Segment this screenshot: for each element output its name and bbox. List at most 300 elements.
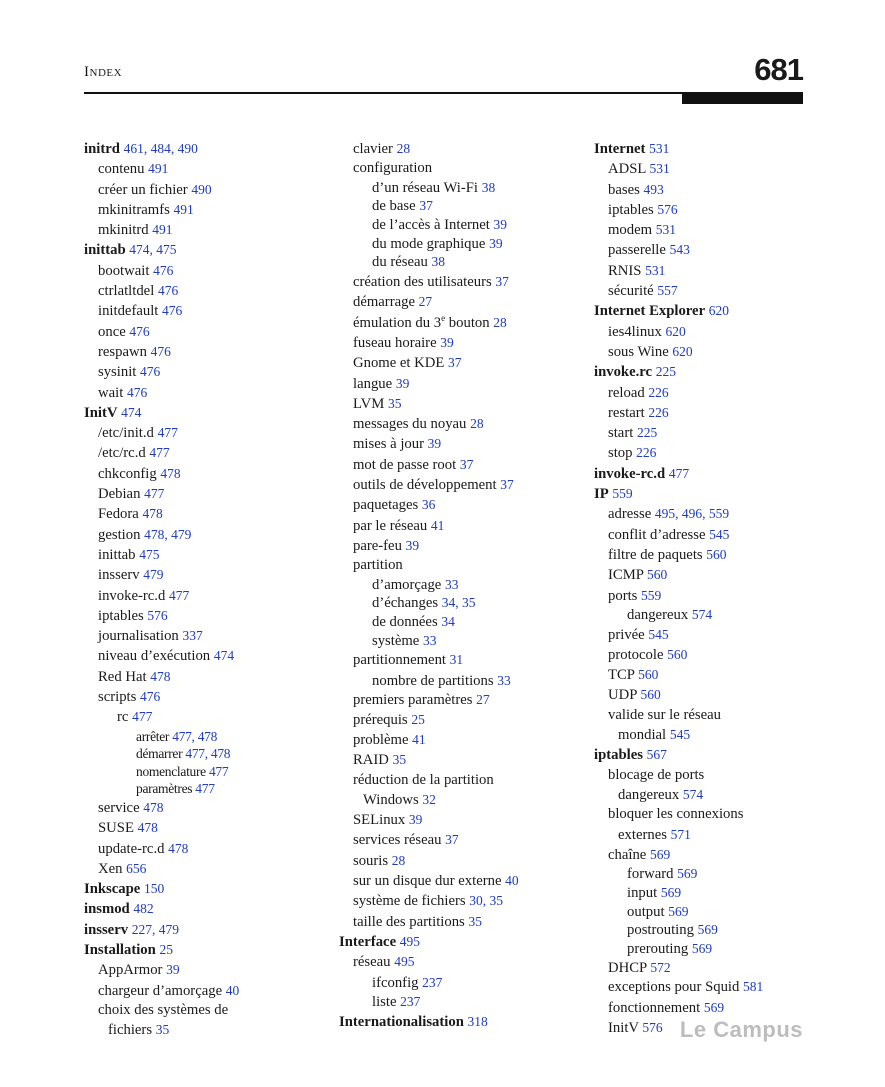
index-term: problème	[353, 731, 409, 748]
index-term: souris	[353, 852, 389, 869]
page-reference[interactable]: 475	[139, 546, 160, 562]
index-entry	[594, 383, 814, 403]
index-term: sysinit	[98, 364, 137, 381]
index-entry	[84, 240, 334, 260]
index-term: journalisation	[98, 628, 179, 645]
page-reference[interactable]: 569	[691, 940, 713, 956]
page-reference[interactable]: 37	[459, 456, 474, 472]
index-term: du mode graphique	[372, 235, 486, 252]
index-term: chaîne	[608, 846, 647, 863]
index-term: iptables	[594, 747, 643, 764]
index-term: privée	[608, 626, 645, 643]
page-reference[interactable]: 569	[668, 903, 689, 919]
index-entry	[339, 650, 589, 670]
page-reference[interactable]: 531	[655, 222, 676, 238]
running-header-section: Index	[84, 64, 123, 80]
index-term: langue	[353, 375, 393, 392]
page-reference[interactable]: 34	[441, 613, 455, 629]
index-term: Inkscape	[84, 881, 141, 898]
page-reference[interactable]: 569	[660, 884, 682, 900]
index-entry	[339, 851, 589, 871]
index-term: partition	[353, 557, 403, 574]
index-term: partitionnement	[353, 652, 446, 669]
index-term: réseau	[353, 954, 391, 971]
index-entry	[339, 691, 589, 710]
index-entry	[84, 139, 334, 159]
page-reference[interactable]: 225	[636, 425, 658, 441]
index-entry	[339, 912, 589, 932]
index-term: protocole	[608, 646, 664, 663]
page-reference[interactable]: 478	[150, 668, 171, 684]
index-entry	[594, 903, 814, 922]
page-reference[interactable]: 237	[400, 993, 421, 1009]
index-entry	[84, 220, 334, 240]
index-entry	[594, 706, 814, 725]
index-term: système	[372, 632, 420, 649]
page-reference[interactable]: 620	[708, 303, 730, 319]
page-reference[interactable]: 477	[132, 709, 153, 725]
index-term: Fedora	[98, 506, 139, 523]
index-term: initdefault	[98, 303, 159, 320]
page-reference[interactable]: 32	[422, 791, 436, 807]
index-term: d’amorçage	[372, 576, 442, 593]
page-reference[interactable]: 318	[467, 1013, 488, 1029]
page-reference[interactable]: 559	[641, 587, 662, 603]
index-term: modem	[608, 222, 653, 239]
index-term: démarrer	[136, 746, 183, 762]
index-term: mkinitrd	[98, 222, 149, 239]
index-entry	[84, 1020, 334, 1040]
index-entry	[594, 301, 814, 321]
index-term: RAID	[353, 752, 389, 769]
index-term: services réseau	[353, 832, 442, 849]
page-reference[interactable]: 28	[470, 416, 484, 432]
index-entry	[594, 443, 814, 463]
page-reference[interactable]: 27	[418, 294, 433, 310]
page-reference[interactable]: 545	[648, 626, 669, 642]
index-entry	[339, 333, 589, 353]
index-entry	[84, 940, 334, 960]
index-term: fuseau horaire	[353, 335, 437, 351]
page-reference[interactable]: 476	[153, 262, 174, 278]
page-reference[interactable]: 35	[155, 1022, 170, 1038]
page-reference[interactable]: 493	[643, 181, 664, 197]
index-term: bloquer les connexions	[608, 806, 744, 823]
index-column-1	[84, 139, 334, 1041]
index-term: ADSL	[608, 161, 646, 178]
index-term: invoke-rc.d	[98, 587, 166, 604]
index-entry	[84, 981, 334, 1001]
index-term: d’un réseau Wi-Fi	[372, 179, 479, 196]
page-reference[interactable]: 569	[697, 922, 718, 938]
page-reference[interactable]: 559	[612, 486, 633, 502]
page-reference[interactable]: 30, 35	[469, 893, 503, 909]
index-term: externes	[618, 826, 667, 843]
page-reference[interactable]: 571	[670, 826, 691, 842]
index-entry	[84, 763, 334, 781]
page-reference[interactable]: 40	[225, 982, 240, 998]
page-reference[interactable]: 543	[669, 242, 690, 258]
page-reference[interactable]: 569	[650, 846, 671, 862]
page-reference[interactable]: 39	[166, 962, 180, 978]
index-term: bases	[608, 181, 640, 198]
page-reference[interactable]: 478	[168, 840, 189, 856]
index-entry	[594, 322, 814, 342]
page-reference[interactable]: 576	[657, 201, 678, 217]
index-entry	[339, 253, 589, 272]
page-reference[interactable]: 38	[481, 179, 496, 195]
page-reference[interactable]: 572	[650, 959, 671, 975]
page-reference[interactable]: 28	[396, 141, 411, 156]
index-entry	[594, 665, 814, 685]
page-reference[interactable]: 620	[672, 343, 693, 359]
index-entry	[594, 362, 814, 382]
page-reference[interactable]: 576	[147, 607, 168, 623]
index-entry	[84, 798, 334, 818]
page-reference[interactable]: 41	[430, 517, 445, 533]
page-reference[interactable]: 490	[191, 181, 212, 197]
index-entry	[84, 322, 334, 342]
index-entry	[84, 818, 334, 838]
header-tab-bar	[682, 94, 803, 104]
page-number: 681	[754, 52, 803, 87]
page-reference[interactable]: 531	[649, 141, 670, 156]
index-entry	[339, 159, 589, 178]
page-reference[interactable]: 567	[646, 747, 667, 763]
index-entry	[594, 342, 814, 362]
page-reference[interactable]: 560	[640, 687, 661, 703]
index-term: mkinitramfs	[98, 201, 170, 218]
page-reference[interactable]: 39	[489, 235, 503, 251]
index-entry	[339, 973, 589, 993]
index-entry	[84, 859, 334, 879]
page-reference[interactable]: 33	[445, 576, 459, 592]
index-term: bootwait	[98, 262, 150, 279]
page-reference[interactable]: 227, 479	[131, 921, 179, 937]
index-entry	[84, 200, 334, 220]
page-reference[interactable]: 478	[142, 506, 163, 522]
page-reference[interactable]: 28	[493, 314, 507, 330]
page-reference[interactable]: 31	[449, 652, 464, 668]
index-term: iptables	[608, 201, 654, 218]
index-entry	[84, 687, 334, 707]
index-entry	[339, 932, 589, 952]
index-term: ports	[608, 587, 638, 604]
index-term: contenu	[98, 161, 145, 178]
page-reference[interactable]: 545	[669, 727, 691, 743]
page-reference[interactable]: 35	[468, 913, 482, 929]
index-entry	[84, 565, 334, 585]
index-entry	[84, 159, 334, 179]
page-reference[interactable]: 581	[743, 979, 764, 995]
index-term: passerelle	[608, 242, 666, 259]
page-reference[interactable]: 226	[636, 445, 657, 461]
page-reference[interactable]: 337	[182, 628, 203, 644]
index-entry	[84, 646, 334, 666]
page-reference[interactable]: 479	[143, 567, 164, 583]
index-entry	[594, 484, 814, 504]
index-term: gestion	[98, 526, 141, 543]
index-entry	[84, 180, 334, 200]
index-entry	[84, 839, 334, 859]
index-entry	[84, 443, 334, 463]
index-term: inittab	[84, 242, 126, 259]
index-entry	[339, 576, 589, 595]
index-term: postrouting	[627, 922, 694, 939]
page-reference[interactable]: 482	[133, 901, 154, 917]
index-entry	[594, 565, 814, 585]
index-entry	[339, 353, 589, 373]
page-reference[interactable]: 477, 478	[172, 728, 218, 744]
index-entry	[594, 586, 814, 606]
page-reference[interactable]: 39	[395, 375, 410, 391]
index-term: fichiers	[108, 1022, 153, 1039]
index-entry	[84, 586, 334, 606]
index-entry	[339, 891, 589, 911]
index-entry	[594, 545, 814, 565]
page-reference[interactable]: 476	[140, 689, 161, 705]
index-term: mises à jour	[353, 436, 424, 453]
index-entry	[594, 685, 814, 705]
index-term: réduction de la partition	[353, 771, 494, 788]
page-reference[interactable]: 656	[126, 860, 147, 876]
index-term: Xen	[98, 860, 123, 877]
index-entry	[84, 362, 334, 382]
page-reference[interactable]: 560	[638, 667, 659, 683]
page-reference[interactable]: 477	[149, 445, 170, 461]
index-term: InitV	[84, 404, 118, 421]
page-reference[interactable]: 25	[411, 711, 425, 727]
index-entry	[594, 625, 814, 645]
page-reference[interactable]: 560	[647, 567, 668, 583]
page-reference[interactable]: 225	[655, 364, 676, 380]
page-reference[interactable]: 477	[668, 465, 690, 481]
page-reference[interactable]: 25	[159, 942, 173, 958]
page-reference[interactable]: 491	[173, 201, 194, 217]
page-reference[interactable]: 491	[152, 222, 173, 238]
index-entry	[594, 261, 814, 281]
index-entry	[339, 495, 589, 515]
page-reference[interactable]: 491	[148, 161, 169, 177]
page-reference[interactable]: 38	[431, 254, 446, 270]
page-reference[interactable]: 476	[150, 343, 171, 359]
index-entry	[594, 200, 814, 220]
index-entry	[594, 464, 814, 484]
index-term: pare-feu	[353, 537, 402, 554]
index-term: input	[627, 884, 658, 901]
page-reference[interactable]: 531	[645, 262, 666, 278]
page-reference[interactable]: 476	[162, 303, 183, 319]
page-reference[interactable]: 495, 496, 559	[654, 506, 730, 522]
page-reference[interactable]: 474	[121, 404, 142, 420]
index-term: choix des systèmes de	[98, 1001, 229, 1018]
page-reference[interactable]: 476	[140, 364, 161, 380]
index-term: RNIS	[608, 262, 642, 279]
page-reference[interactable]: 39	[408, 812, 423, 828]
page-reference[interactable]: 39	[405, 537, 420, 553]
index-entry	[84, 626, 334, 646]
index-term: valide sur le réseau	[608, 706, 721, 723]
page-reference[interactable]: 477	[144, 486, 165, 502]
index-entry	[84, 920, 334, 940]
page-reference[interactable]: 33	[423, 632, 437, 648]
page-reference[interactable]: 477	[157, 425, 178, 441]
publisher-logo-text: Le Campus	[679, 1017, 803, 1042]
page-reference[interactable]: 474	[213, 648, 235, 664]
index-term: mondial	[618, 727, 667, 744]
page-reference[interactable]: 476	[157, 283, 179, 299]
page-reference[interactable]: 461, 484, 490	[123, 141, 198, 156]
index-entry	[84, 383, 334, 403]
index-term: /etc/rc.d	[98, 445, 146, 462]
index-entry	[594, 645, 814, 665]
page-reference[interactable]: 35	[392, 752, 407, 768]
index-term: ifconfig	[372, 974, 419, 991]
index-entry	[339, 434, 589, 454]
index-term: messages du noyau	[353, 416, 467, 433]
index-entry	[339, 952, 589, 972]
index-term: Internet	[594, 141, 646, 157]
index-term: blocage de ports	[608, 766, 705, 783]
index-term: reload	[608, 384, 645, 401]
index-term: Gnome et KDE	[353, 355, 445, 372]
index-entry	[339, 216, 589, 235]
index-term: TCP	[608, 667, 635, 684]
page-reference[interactable]: 37	[448, 355, 462, 371]
page-reference[interactable]: 478	[143, 799, 164, 815]
page-reference[interactable]: 560	[706, 546, 727, 562]
index-term: prérequis	[353, 711, 408, 728]
index-entry	[84, 342, 334, 362]
index-column-3	[594, 139, 814, 1038]
index-entry	[84, 606, 334, 626]
index-term: initrd	[84, 141, 120, 157]
page-reference[interactable]: 569	[677, 866, 698, 882]
page-reference[interactable]: 474, 475	[129, 242, 177, 258]
page-reference[interactable]: 39	[440, 335, 454, 350]
page-reference[interactable]: 476	[126, 384, 148, 400]
superscript: e	[441, 312, 446, 323]
index-entry	[84, 403, 334, 423]
page-reference[interactable]: 477	[195, 781, 215, 797]
page-reference[interactable]: 41	[412, 731, 426, 747]
page-reference[interactable]: 620	[665, 323, 686, 339]
index-term: clavier	[353, 141, 393, 157]
index-term: création des utilisateurs	[353, 274, 492, 291]
page-reference[interactable]: 545	[709, 526, 730, 542]
page-reference[interactable]: 27	[476, 691, 490, 707]
page-reference[interactable]: 478, 479	[144, 526, 192, 542]
index-term: stop	[608, 445, 633, 462]
index-entry	[594, 606, 814, 625]
page-reference[interactable]: 574	[691, 606, 713, 622]
index-entry	[339, 871, 589, 891]
page-reference[interactable]: 477	[168, 587, 190, 603]
index-term: arrêter	[136, 728, 170, 744]
page-reference[interactable]: 150	[144, 881, 165, 897]
page-reference[interactable]: 40	[505, 873, 519, 889]
index-term: de base	[372, 198, 416, 215]
index-term: invoke.rc	[594, 364, 653, 381]
page-reference[interactable]: 476	[129, 323, 150, 339]
index-entry	[594, 998, 814, 1018]
page-reference[interactable]: 576	[642, 1019, 663, 1035]
page-reference[interactable]: 34, 35	[441, 595, 476, 611]
page-reference[interactable]: 37	[500, 477, 514, 493]
index-entry	[339, 394, 589, 414]
index-term: paramètres	[136, 781, 193, 797]
index-term: paquetages	[353, 497, 419, 514]
index-entry	[594, 403, 814, 423]
index-term: insserv	[98, 567, 140, 584]
page-reference[interactable]: 37	[419, 198, 433, 214]
page-reference[interactable]: 28	[391, 852, 406, 868]
page-reference[interactable]: 35	[387, 395, 402, 411]
page-reference[interactable]: 237	[422, 974, 443, 990]
page-reference[interactable]: 478	[160, 465, 181, 481]
index-entry	[594, 504, 814, 524]
page-reference[interactable]: 39	[493, 217, 508, 232]
index-term: dangereux	[627, 606, 689, 623]
index-entry	[339, 771, 589, 790]
page-reference[interactable]: 39	[427, 436, 442, 452]
index-term: wait	[98, 384, 124, 401]
page-reference[interactable]: 569	[703, 999, 725, 1015]
index-entry	[594, 805, 814, 824]
index-entry	[594, 745, 814, 765]
index-term: du réseau	[372, 254, 428, 271]
index-term: de l’accès à Internet	[372, 217, 490, 233]
page-reference[interactable]: 37	[495, 274, 509, 290]
page-reference[interactable]: 557	[657, 283, 678, 299]
page-reference[interactable]: 477	[208, 763, 229, 779]
index-term: premiers paramètres	[353, 691, 473, 708]
index-entry	[594, 281, 814, 301]
index-column-2	[339, 139, 589, 1032]
index-entry	[594, 725, 814, 745]
page-reference[interactable]: 477, 478	[185, 746, 231, 762]
index-term: Interface	[339, 933, 397, 950]
index-term: liste	[372, 993, 397, 1010]
index-term: Installation	[84, 942, 156, 959]
page-reference[interactable]: 495	[399, 933, 421, 949]
page-reference[interactable]: 531	[649, 161, 670, 177]
page-reference[interactable]: 226	[648, 404, 669, 420]
index-term: sous Wine	[608, 343, 669, 360]
index-entry	[594, 825, 814, 845]
index-entry	[84, 667, 334, 687]
index-entry	[339, 671, 589, 691]
page-reference[interactable]: 495	[394, 954, 415, 970]
page-reference[interactable]: 574	[682, 786, 704, 802]
index-term: chargeur d’amorçage	[98, 982, 223, 999]
index-entry	[594, 220, 814, 240]
index-term: SELinux	[353, 812, 406, 829]
page-reference[interactable]: 560	[667, 646, 688, 662]
index-term: nombre de partitions	[372, 672, 494, 689]
index-term: InitV	[608, 1019, 639, 1036]
index-entry	[339, 1012, 589, 1032]
page-reference[interactable]: 37	[445, 832, 459, 848]
page-reference[interactable]: 36	[421, 497, 436, 513]
page-reference[interactable]: 478	[137, 820, 158, 836]
index-term: niveau d’exécution	[98, 648, 211, 665]
index-term: ICMP	[608, 567, 644, 584]
index-term: invoke-rc.d	[594, 465, 666, 482]
page-reference[interactable]: 226	[648, 384, 669, 400]
page-reference[interactable]: 33	[497, 672, 511, 688]
index-term: d’échanges	[372, 595, 439, 612]
